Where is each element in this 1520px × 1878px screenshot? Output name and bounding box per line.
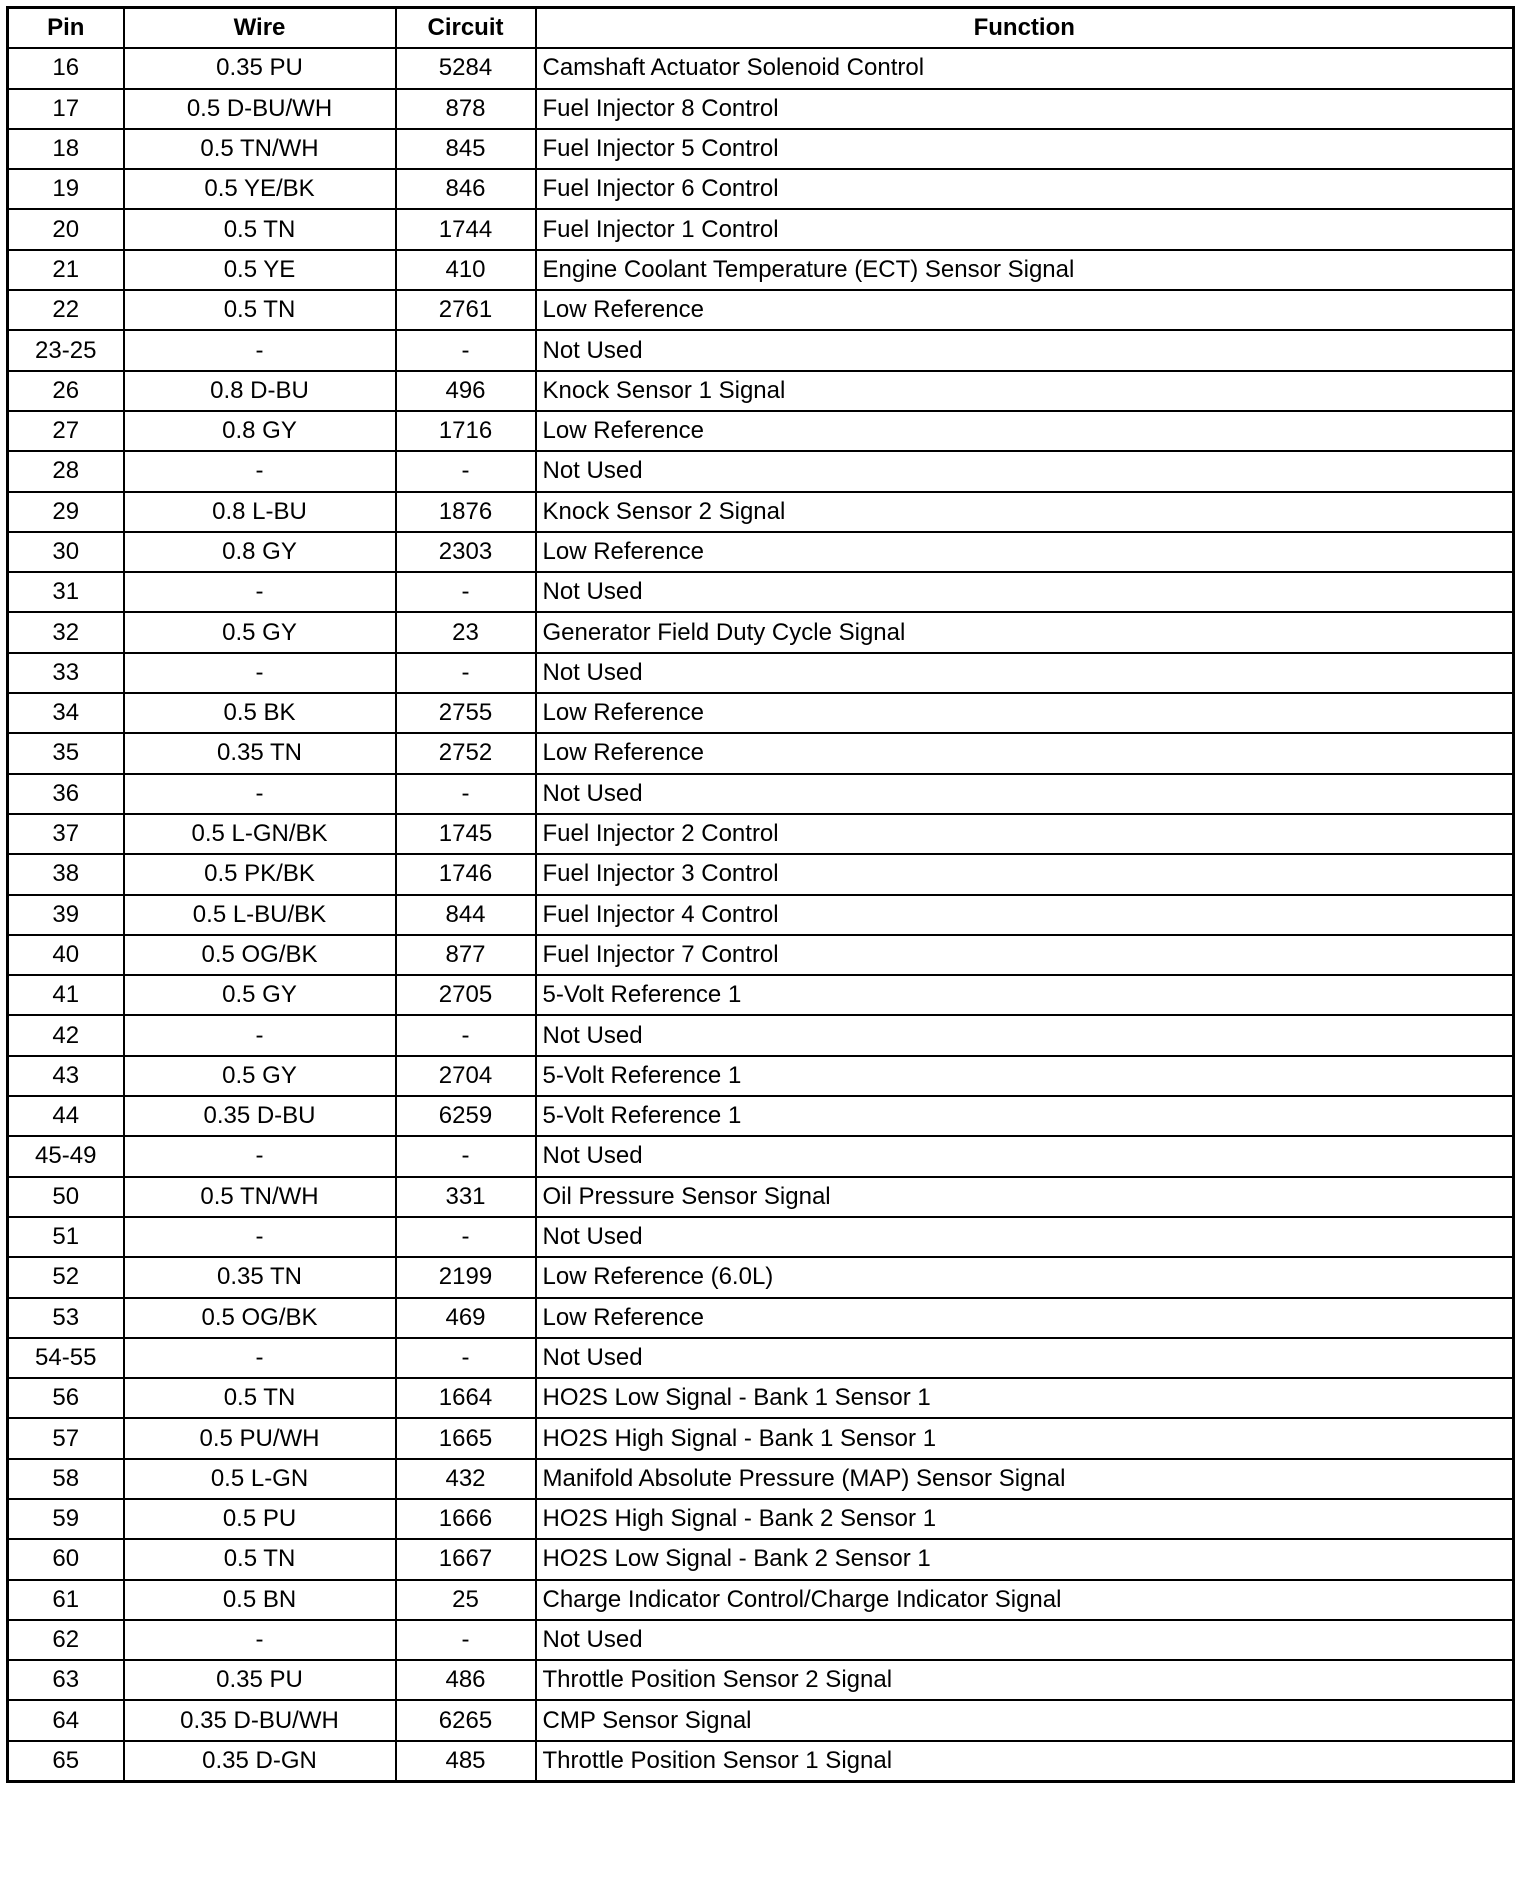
circuit-cell: 410 (396, 250, 536, 290)
function-cell: Low Reference (536, 290, 1514, 330)
circuit-cell: 432 (396, 1459, 536, 1499)
table-row (8, 532, 1514, 572)
wire-cell: 0.5 TN (124, 290, 396, 330)
table-row (8, 774, 1514, 814)
table-row (8, 48, 1514, 88)
function-cell: HO2S Low Signal - Bank 1 Sensor 1 (536, 1378, 1514, 1418)
function-cell: Throttle Position Sensor 2 Signal (536, 1660, 1514, 1700)
table-row (8, 169, 1514, 209)
pin-cell: 22 (8, 290, 124, 330)
wire-cell: 0.5 PK/BK (124, 854, 396, 894)
table-row (8, 1338, 1514, 1378)
pin-cell: 30 (8, 532, 124, 572)
function-cell: HO2S High Signal - Bank 2 Sensor 1 (536, 1499, 1514, 1539)
table-row (8, 935, 1514, 975)
function-cell: 5-Volt Reference 1 (536, 1096, 1514, 1136)
pin-cell: 23-25 (8, 330, 124, 370)
pin-cell: 57 (8, 1418, 124, 1458)
table-row (8, 693, 1514, 733)
circuit-cell: 2755 (396, 693, 536, 733)
function-cell: Not Used (536, 1015, 1514, 1055)
function-cell: Engine Coolant Temperature (ECT) Sensor Signal (536, 250, 1514, 290)
circuit-cell: 6259 (396, 1096, 536, 1136)
pin-cell: 33 (8, 653, 124, 693)
pin-cell: 21 (8, 250, 124, 290)
circuit-cell: 2705 (396, 975, 536, 1015)
wire-cell: 0.5 TN (124, 1539, 396, 1579)
table-row (8, 1700, 1514, 1740)
wire-cell: 0.5 GY (124, 975, 396, 1015)
pin-cell: 53 (8, 1298, 124, 1338)
function-cell: Manifold Absolute Pressure (MAP) Sensor Signal (536, 1459, 1514, 1499)
circuit-cell: 331 (396, 1177, 536, 1217)
circuit-cell: 23 (396, 612, 536, 652)
circuit-cell: 878 (396, 89, 536, 129)
header-row (8, 8, 1514, 49)
pin-cell: 26 (8, 371, 124, 411)
table-row (8, 1580, 1514, 1620)
function-cell: Knock Sensor 1 Signal (536, 371, 1514, 411)
table-row (8, 653, 1514, 693)
pin-cell: 50 (8, 1177, 124, 1217)
wire-cell: 0.35 TN (124, 1257, 396, 1297)
pin-cell: 45-49 (8, 1136, 124, 1176)
wire-cell: - (124, 653, 396, 693)
circuit-cell: 846 (396, 169, 536, 209)
wire-cell: 0.8 GY (124, 532, 396, 572)
circuit-cell: 2704 (396, 1056, 536, 1096)
table-row (8, 290, 1514, 330)
function-cell: Fuel Injector 7 Control (536, 935, 1514, 975)
pin-cell: 61 (8, 1580, 124, 1620)
pin-cell: 34 (8, 693, 124, 733)
table-row (8, 895, 1514, 935)
circuit-cell: 845 (396, 129, 536, 169)
wire-cell: 0.5 TN/WH (124, 129, 396, 169)
wire-cell: 0.5 TN/WH (124, 1177, 396, 1217)
function-cell: Fuel Injector 8 Control (536, 89, 1514, 129)
function-cell: Fuel Injector 1 Control (536, 209, 1514, 249)
circuit-cell: - (396, 1338, 536, 1378)
function-cell: Knock Sensor 2 Signal (536, 492, 1514, 532)
function-cell: Low Reference (536, 693, 1514, 733)
wire-cell: 0.5 PU (124, 1499, 396, 1539)
table-row (8, 411, 1514, 451)
pin-cell: 44 (8, 1096, 124, 1136)
wire-cell: 0.5 OG/BK (124, 935, 396, 975)
wire-cell: - (124, 330, 396, 370)
wire-cell: 0.5 L-BU/BK (124, 895, 396, 935)
pin-cell: 65 (8, 1741, 124, 1782)
wire-cell: 0.5 OG/BK (124, 1298, 396, 1338)
function-cell: 5-Volt Reference 1 (536, 1056, 1514, 1096)
table-row (8, 975, 1514, 1015)
table-row (8, 330, 1514, 370)
wire-cell: - (124, 774, 396, 814)
circuit-cell: 6265 (396, 1700, 536, 1740)
function-cell: 5-Volt Reference 1 (536, 975, 1514, 1015)
circuit-cell: 1664 (396, 1378, 536, 1418)
pin-cell: 54-55 (8, 1338, 124, 1378)
pin-cell: 59 (8, 1499, 124, 1539)
wire-cell: 0.5 L-GN (124, 1459, 396, 1499)
function-cell: Not Used (536, 1620, 1514, 1660)
wire-cell: 0.8 D-BU (124, 371, 396, 411)
table-row (8, 814, 1514, 854)
table-row (8, 451, 1514, 491)
function-cell: Low Reference (6.0L) (536, 1257, 1514, 1297)
pin-cell: 64 (8, 1700, 124, 1740)
wire-cell: - (124, 1338, 396, 1378)
circuit-cell: 1746 (396, 854, 536, 894)
circuit-cell: 486 (396, 1660, 536, 1700)
pin-cell: 32 (8, 612, 124, 652)
pin-cell: 16 (8, 48, 124, 88)
header-circuit: Circuit (396, 8, 536, 49)
circuit-cell: - (396, 1620, 536, 1660)
wire-cell: 0.5 TN (124, 1378, 396, 1418)
pin-cell: 27 (8, 411, 124, 451)
pin-table (6, 6, 1515, 1783)
function-cell: Throttle Position Sensor 1 Signal (536, 1741, 1514, 1782)
table-row (8, 1539, 1514, 1579)
table-row (8, 129, 1514, 169)
table-row (8, 1741, 1514, 1782)
function-cell: Not Used (536, 330, 1514, 370)
circuit-cell: 877 (396, 935, 536, 975)
pin-cell: 29 (8, 492, 124, 532)
table-row (8, 371, 1514, 411)
wire-cell: 0.5 D-BU/WH (124, 89, 396, 129)
header-wire: Wire (124, 8, 396, 49)
wire-cell: 0.35 PU (124, 1660, 396, 1700)
function-cell: Fuel Injector 2 Control (536, 814, 1514, 854)
wire-cell: 0.35 TN (124, 733, 396, 773)
table-row (8, 1096, 1514, 1136)
function-cell: Oil Pressure Sensor Signal (536, 1177, 1514, 1217)
circuit-cell: - (396, 653, 536, 693)
function-cell: CMP Sensor Signal (536, 1700, 1514, 1740)
pin-cell: 56 (8, 1378, 124, 1418)
circuit-cell: 1666 (396, 1499, 536, 1539)
pin-cell: 31 (8, 572, 124, 612)
table-row (8, 1459, 1514, 1499)
circuit-cell: 1876 (396, 492, 536, 532)
wire-cell: 0.8 L-BU (124, 492, 396, 532)
pin-cell: 40 (8, 935, 124, 975)
circuit-cell: 469 (396, 1298, 536, 1338)
circuit-cell: - (396, 572, 536, 612)
circuit-cell: 1716 (396, 411, 536, 451)
circuit-cell: 2303 (396, 532, 536, 572)
pin-cell: 58 (8, 1459, 124, 1499)
circuit-cell: 2199 (396, 1257, 536, 1297)
wire-cell: 0.5 GY (124, 612, 396, 652)
table-row (8, 1499, 1514, 1539)
pin-cell: 60 (8, 1539, 124, 1579)
wire-cell: 0.35 D-BU (124, 1096, 396, 1136)
wire-cell: - (124, 572, 396, 612)
circuit-cell: 1744 (396, 209, 536, 249)
wire-cell: 0.5 L-GN/BK (124, 814, 396, 854)
wire-cell: - (124, 1620, 396, 1660)
circuit-cell: - (396, 1015, 536, 1055)
table-row (8, 572, 1514, 612)
wire-cell: 0.5 TN (124, 209, 396, 249)
header-pin: Pin (8, 8, 124, 49)
wire-cell: - (124, 1217, 396, 1257)
table-row (8, 209, 1514, 249)
wire-cell: 0.5 BN (124, 1580, 396, 1620)
table-row (8, 1136, 1514, 1176)
function-cell: Low Reference (536, 411, 1514, 451)
function-cell: Not Used (536, 1338, 1514, 1378)
circuit-cell: 485 (396, 1741, 536, 1782)
function-cell: Fuel Injector 3 Control (536, 854, 1514, 894)
table-body (8, 48, 1514, 1781)
circuit-cell: - (396, 774, 536, 814)
table-row (8, 1056, 1514, 1096)
pin-cell: 42 (8, 1015, 124, 1055)
pin-cell: 51 (8, 1217, 124, 1257)
wire-cell: 0.35 PU (124, 48, 396, 88)
pin-cell: 19 (8, 169, 124, 209)
function-cell: HO2S High Signal - Bank 1 Sensor 1 (536, 1418, 1514, 1458)
table-row (8, 1177, 1514, 1217)
table-row (8, 1015, 1514, 1055)
function-cell: Not Used (536, 572, 1514, 612)
circuit-cell: - (396, 330, 536, 370)
table-row (8, 1418, 1514, 1458)
wire-cell: 0.8 GY (124, 411, 396, 451)
pin-cell: 43 (8, 1056, 124, 1096)
pin-cell: 17 (8, 89, 124, 129)
circuit-cell: 1667 (396, 1539, 536, 1579)
circuit-cell: 844 (396, 895, 536, 935)
wire-cell: 0.35 D-GN (124, 1741, 396, 1782)
table-row (8, 250, 1514, 290)
table-row (8, 1620, 1514, 1660)
circuit-cell: 2752 (396, 733, 536, 773)
function-cell: Fuel Injector 4 Control (536, 895, 1514, 935)
wire-cell: 0.5 BK (124, 693, 396, 733)
function-cell: Low Reference (536, 733, 1514, 773)
table-row (8, 1660, 1514, 1700)
pin-cell: 37 (8, 814, 124, 854)
table-row (8, 1378, 1514, 1418)
table-row (8, 1298, 1514, 1338)
function-cell: Not Used (536, 451, 1514, 491)
function-cell: Not Used (536, 774, 1514, 814)
pin-cell: 39 (8, 895, 124, 935)
table-row (8, 612, 1514, 652)
wire-cell: 0.35 D-BU/WH (124, 1700, 396, 1740)
circuit-cell: 496 (396, 371, 536, 411)
function-cell: Fuel Injector 6 Control (536, 169, 1514, 209)
wire-cell: 0.5 YE (124, 250, 396, 290)
table-row (8, 1217, 1514, 1257)
pin-cell: 36 (8, 774, 124, 814)
table-row (8, 89, 1514, 129)
pin-cell: 41 (8, 975, 124, 1015)
function-cell: Not Used (536, 653, 1514, 693)
function-cell: Generator Field Duty Cycle Signal (536, 612, 1514, 652)
function-cell: Low Reference (536, 532, 1514, 572)
wire-cell: 0.5 GY (124, 1056, 396, 1096)
circuit-cell: 1745 (396, 814, 536, 854)
pin-cell: 35 (8, 733, 124, 773)
circuit-cell: 5284 (396, 48, 536, 88)
circuit-cell: 2761 (396, 290, 536, 330)
function-cell: Charge Indicator Control/Charge Indicator Signal (536, 1580, 1514, 1620)
circuit-cell: 25 (396, 1580, 536, 1620)
table-row (8, 492, 1514, 532)
function-cell: Not Used (536, 1217, 1514, 1257)
wire-cell: - (124, 451, 396, 491)
function-cell: Fuel Injector 5 Control (536, 129, 1514, 169)
wire-cell: 0.5 YE/BK (124, 169, 396, 209)
pin-cell: 28 (8, 451, 124, 491)
function-cell: Low Reference (536, 1298, 1514, 1338)
wire-cell: - (124, 1015, 396, 1055)
pin-cell: 20 (8, 209, 124, 249)
pin-cell: 52 (8, 1257, 124, 1297)
pin-cell: 63 (8, 1660, 124, 1700)
circuit-cell: - (396, 1217, 536, 1257)
table-row (8, 854, 1514, 894)
circuit-cell: 1665 (396, 1418, 536, 1458)
table-row (8, 733, 1514, 773)
wire-cell: 0.5 PU/WH (124, 1418, 396, 1458)
function-cell: HO2S Low Signal - Bank 2 Sensor 1 (536, 1539, 1514, 1579)
circuit-cell: - (396, 1136, 536, 1176)
pin-cell: 18 (8, 129, 124, 169)
circuit-cell: - (396, 451, 536, 491)
function-cell: Not Used (536, 1136, 1514, 1176)
function-cell: Camshaft Actuator Solenoid Control (536, 48, 1514, 88)
table-row (8, 1257, 1514, 1297)
pin-cell: 62 (8, 1620, 124, 1660)
wire-cell: - (124, 1136, 396, 1176)
pin-cell: 38 (8, 854, 124, 894)
header-function: Function (536, 8, 1514, 49)
